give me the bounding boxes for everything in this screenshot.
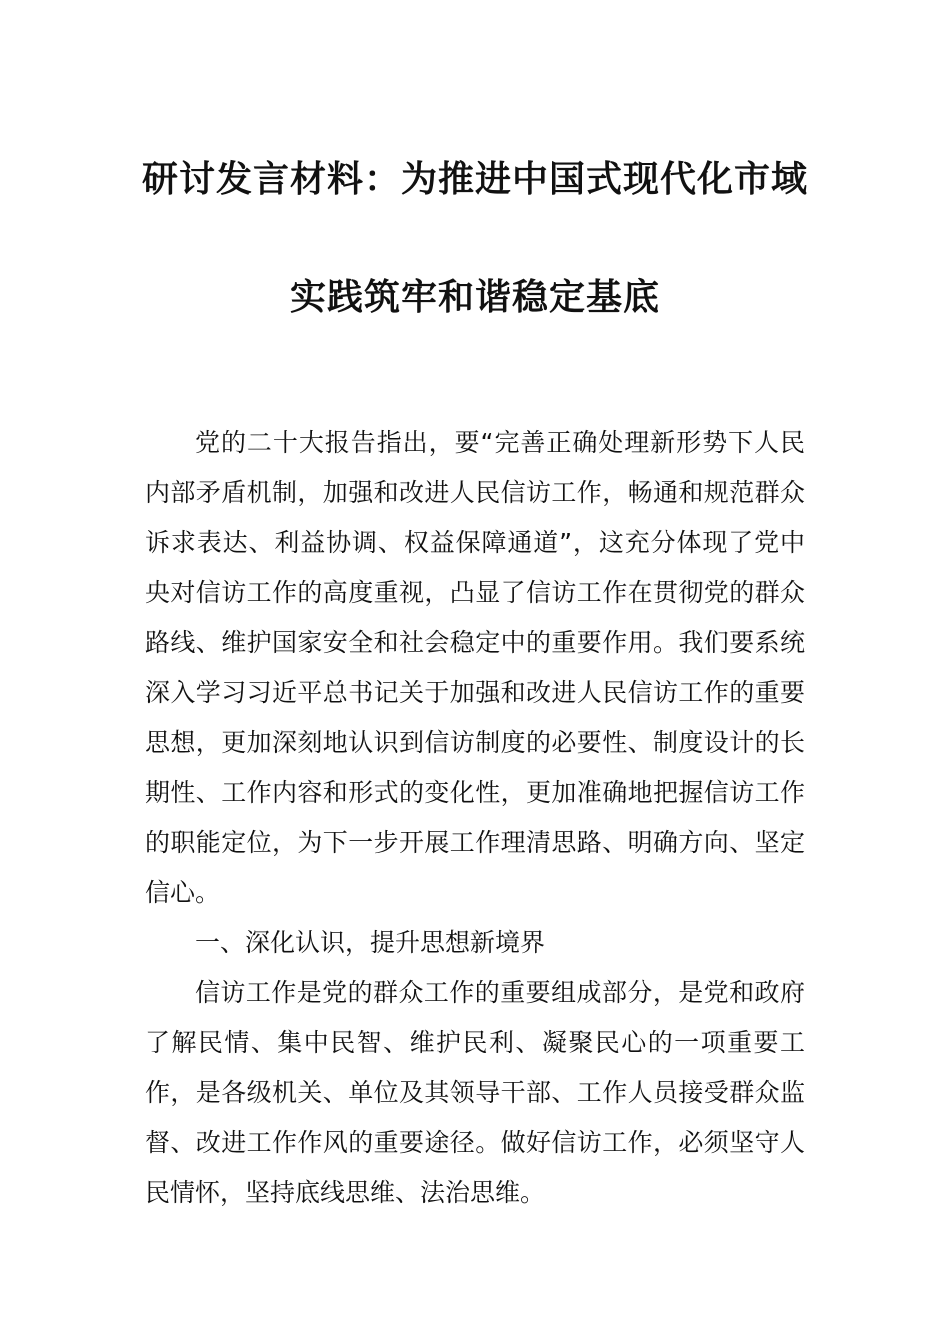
section-heading-1: 一、深化认识，提升思想新境界 (195, 928, 546, 957)
body-paragraph-section-1: 信访工作是党的群众工作的重要组成部分，是党和政府了解民情、集中民智、维护民利、凝聚民心的一项重要工作，是各级机关、单位及其领导干部、工作人员接受群众监督、改进工作作风的重要途径。做好信访工作，必须坚守人民情怀，坚持底线思维、法治思维。 (145, 978, 805, 1207)
body-paragraph-intro: 党的二十大报告指出，要“完善正确处理新形势下人民内部矛盾机制，加强和改进人民信访工作，畅通和规范群众诉求表达、利益协调、权益保障通道”，这充分体现了党中央对信访工作的高度重视，凸显了信访工作在贯彻党的群众路线、维护国家安全和社会稳定中的重要作用。我们要系统深入学习习近平总书记关于加强和改进人民信访工作的重要思想，更加深刻地认识到信访制度的必要性、制度设计的长期性、工作内容和形式的变化性，更加准确地把握信访工作的职能定位，为下一步开展工作理清思路、明确方向、坚定信心。 (145, 428, 805, 907)
document-body (145, 418, 805, 1218)
document-title-line-2: 实践筑牢和谐稳定基底 (289, 277, 660, 318)
document-title-line-1: 研讨发言材料：为推进中国式现代化市域 (141, 159, 808, 200)
